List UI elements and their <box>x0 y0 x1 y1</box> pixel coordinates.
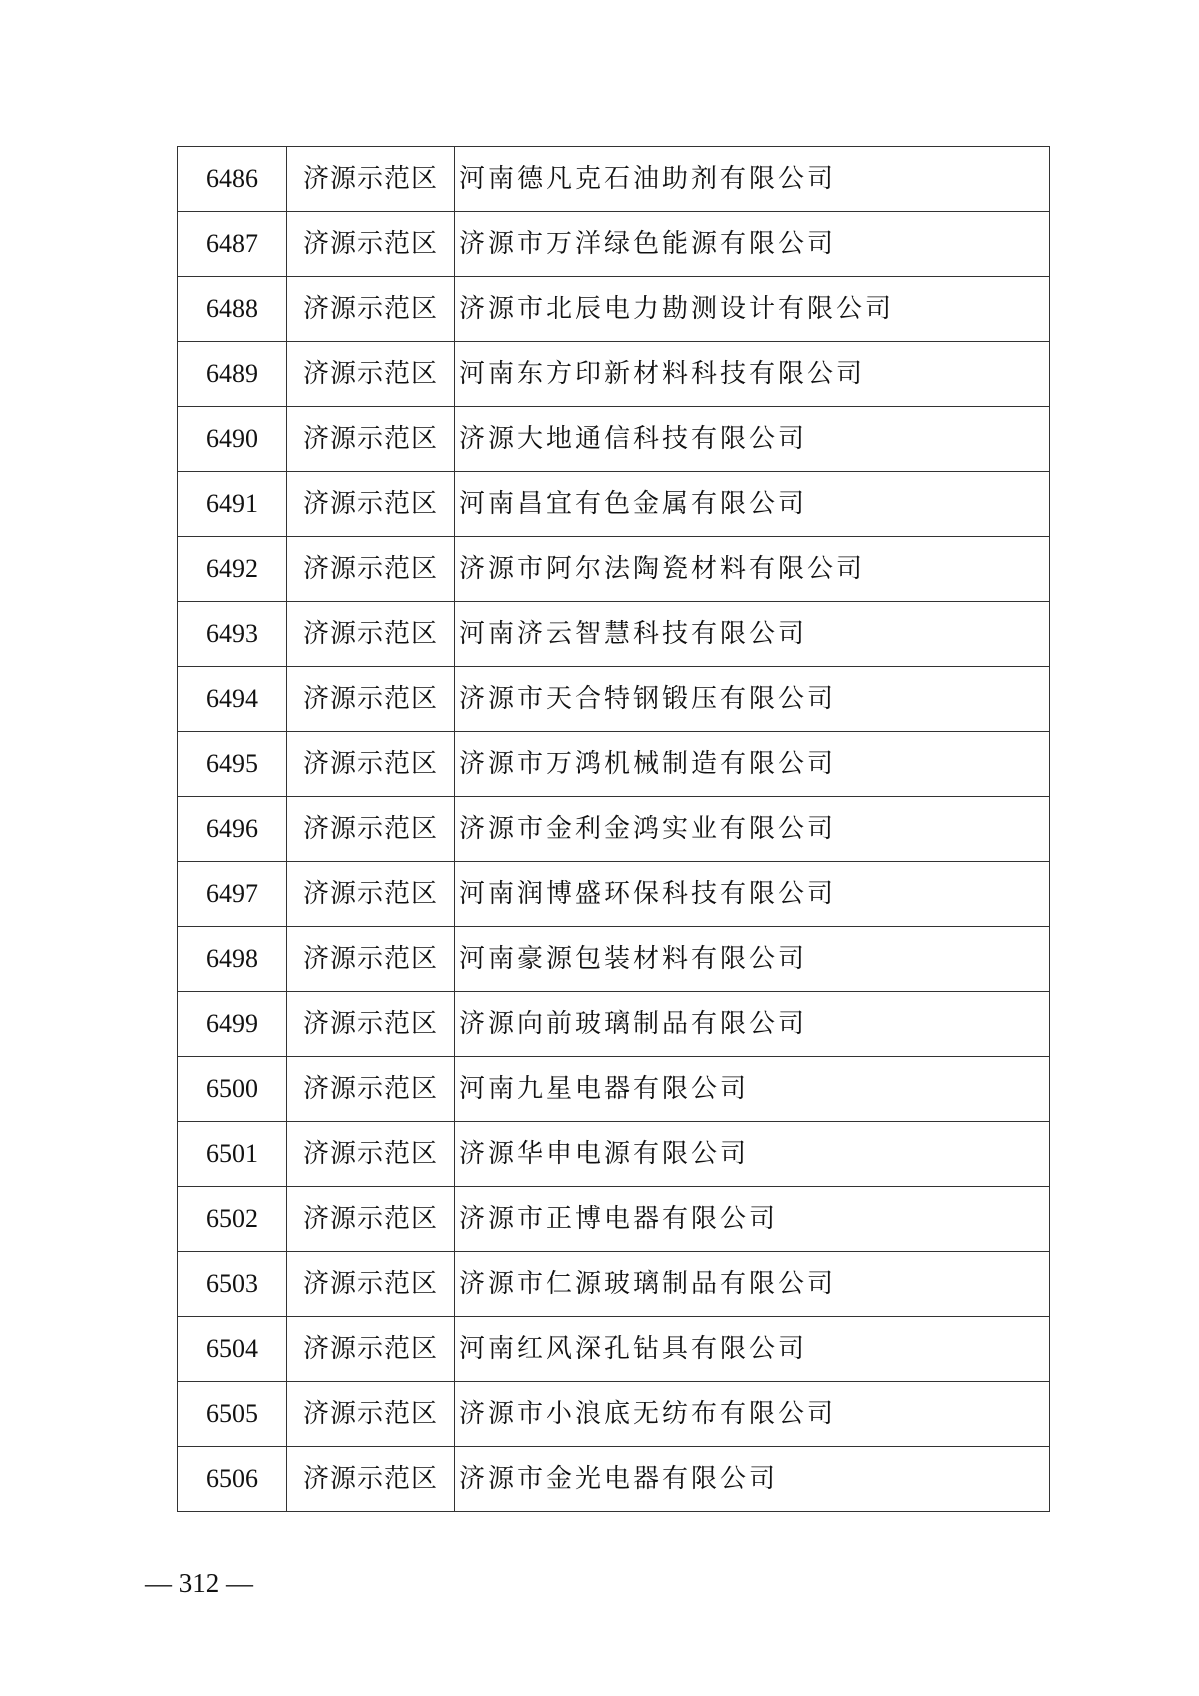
region-cell: 济源示范区 <box>287 1057 455 1122</box>
table-row <box>178 732 1050 797</box>
table-body <box>178 147 1050 1512</box>
row-number-cell: 6489 <box>178 342 287 407</box>
company-name-cell: 河南九星电器有限公司 <box>455 1057 1050 1122</box>
table-row <box>178 342 1050 407</box>
region-cell: 济源示范区 <box>287 732 455 797</box>
region-cell: 济源示范区 <box>287 212 455 277</box>
region-cell: 济源示范区 <box>287 277 455 342</box>
table-row <box>178 667 1050 732</box>
table-row <box>178 1382 1050 1447</box>
table-row <box>178 797 1050 862</box>
company-name-cell: 济源市万洋绿色能源有限公司 <box>455 212 1050 277</box>
row-number-cell: 6492 <box>178 537 287 602</box>
region-cell: 济源示范区 <box>287 1317 455 1382</box>
company-name-cell: 河南润博盛环保科技有限公司 <box>455 862 1050 927</box>
company-name-cell: 济源大地通信科技有限公司 <box>455 407 1050 472</box>
company-name-cell: 河南德凡克石油助剂有限公司 <box>455 147 1050 212</box>
table-row <box>178 472 1050 537</box>
company-name-cell: 济源市金光电器有限公司 <box>455 1447 1050 1512</box>
row-number-cell: 6506 <box>178 1447 287 1512</box>
company-name-cell: 河南东方印新材料科技有限公司 <box>455 342 1050 407</box>
company-name-cell: 河南济云智慧科技有限公司 <box>455 602 1050 667</box>
company-name-cell: 济源市小浪底无纺布有限公司 <box>455 1382 1050 1447</box>
region-cell: 济源示范区 <box>287 537 455 602</box>
region-cell: 济源示范区 <box>287 927 455 992</box>
row-number-cell: 6504 <box>178 1317 287 1382</box>
company-name-cell: 济源市阿尔法陶瓷材料有限公司 <box>455 537 1050 602</box>
region-cell: 济源示范区 <box>287 862 455 927</box>
row-number-cell: 6488 <box>178 277 287 342</box>
page-number: — 312 — <box>145 1568 253 1598</box>
region-cell: 济源示范区 <box>287 1252 455 1317</box>
table-row <box>178 602 1050 667</box>
region-cell: 济源示范区 <box>287 342 455 407</box>
company-name-cell: 济源市北辰电力勘测设计有限公司 <box>455 277 1050 342</box>
table-row <box>178 1317 1050 1382</box>
table-row <box>178 992 1050 1057</box>
region-cell: 济源示范区 <box>287 1382 455 1447</box>
row-number-cell: 6503 <box>178 1252 287 1317</box>
region-cell: 济源示范区 <box>287 602 455 667</box>
region-cell: 济源示范区 <box>287 1447 455 1512</box>
table-row <box>178 862 1050 927</box>
company-name-cell: 济源市仁源玻璃制品有限公司 <box>455 1252 1050 1317</box>
row-number-cell: 6490 <box>178 407 287 472</box>
row-number-cell: 6493 <box>178 602 287 667</box>
company-name-cell: 河南红风深孔钻具有限公司 <box>455 1317 1050 1382</box>
table-row <box>178 147 1050 212</box>
table-row <box>178 1122 1050 1187</box>
company-name-cell: 济源向前玻璃制品有限公司 <box>455 992 1050 1057</box>
row-number-cell: 6495 <box>178 732 287 797</box>
row-number-cell: 6496 <box>178 797 287 862</box>
company-name-cell: 济源华申电源有限公司 <box>455 1122 1050 1187</box>
row-number-cell: 6505 <box>178 1382 287 1447</box>
row-number-cell: 6498 <box>178 927 287 992</box>
row-number-cell: 6500 <box>178 1057 287 1122</box>
region-cell: 济源示范区 <box>287 667 455 732</box>
row-number-cell: 6501 <box>178 1122 287 1187</box>
row-number-cell: 6491 <box>178 472 287 537</box>
row-number-cell: 6502 <box>178 1187 287 1252</box>
table-row <box>178 407 1050 472</box>
company-name-cell: 河南豪源包装材料有限公司 <box>455 927 1050 992</box>
table-row <box>178 1447 1050 1512</box>
row-number-cell: 6487 <box>178 212 287 277</box>
region-cell: 济源示范区 <box>287 1122 455 1187</box>
company-name-cell: 济源市正博电器有限公司 <box>455 1187 1050 1252</box>
region-cell: 济源示范区 <box>287 472 455 537</box>
table-row <box>178 927 1050 992</box>
table-row <box>178 1252 1050 1317</box>
table-row <box>178 277 1050 342</box>
table-row <box>178 1057 1050 1122</box>
region-cell: 济源示范区 <box>287 797 455 862</box>
region-cell: 济源示范区 <box>287 1187 455 1252</box>
company-name-cell: 济源市天合特钢锻压有限公司 <box>455 667 1050 732</box>
region-cell: 济源示范区 <box>287 407 455 472</box>
row-number-cell: 6497 <box>178 862 287 927</box>
region-cell: 济源示范区 <box>287 992 455 1057</box>
table-row <box>178 537 1050 602</box>
company-list-table <box>177 146 1050 1512</box>
table-row <box>178 1187 1050 1252</box>
region-cell: 济源示范区 <box>287 147 455 212</box>
company-name-cell: 河南昌宜有色金属有限公司 <box>455 472 1050 537</box>
row-number-cell: 6499 <box>178 992 287 1057</box>
row-number-cell: 6494 <box>178 667 287 732</box>
company-name-cell: 济源市万鸿机械制造有限公司 <box>455 732 1050 797</box>
table-row <box>178 212 1050 277</box>
row-number-cell: 6486 <box>178 147 287 212</box>
company-name-cell: 济源市金利金鸿实业有限公司 <box>455 797 1050 862</box>
